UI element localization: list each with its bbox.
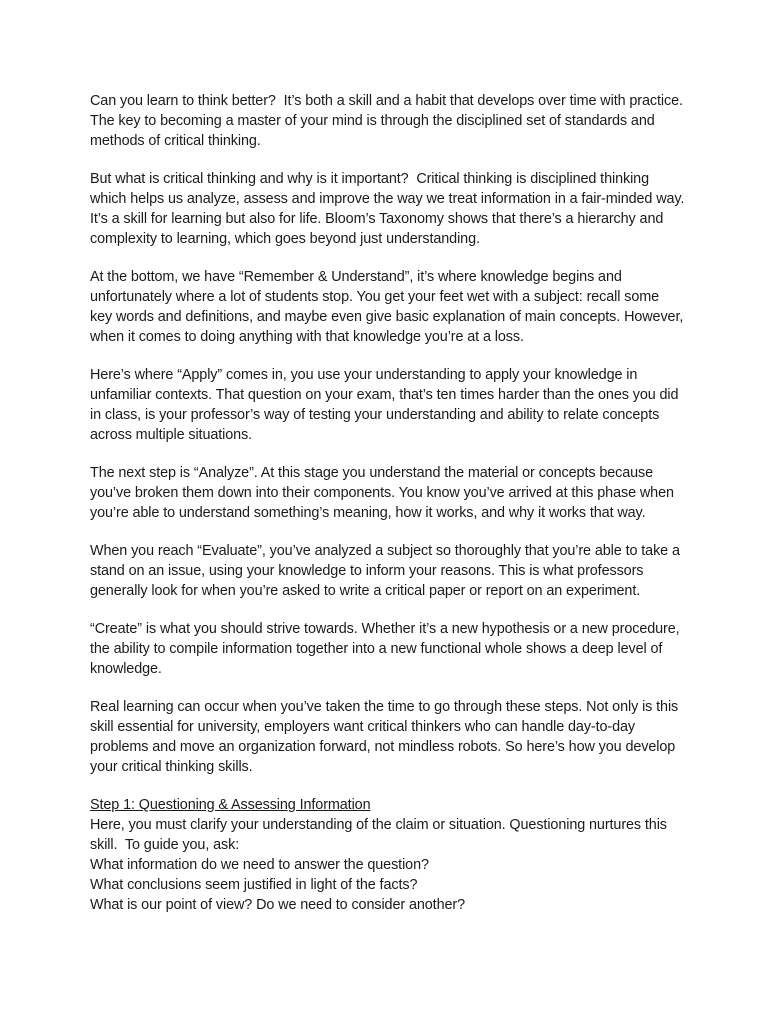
text-line: knowledge. [90,661,162,677]
text-line: the ability to compile information together into a new functional whole shows a deep level of [90,641,663,657]
text-line: complexity to learning, which goes beyond just understanding. [90,231,480,247]
text-line: The next step is “Analyze”. At this stage you understand the material or concepts because [90,465,654,481]
section-heading [90,795,680,815]
text-line: skill essential for university, employers want critical thinkers who can handle day-to-day [90,719,636,735]
paragraph [90,815,680,915]
text-line: methods of critical thinking. [90,133,261,149]
text-line: key words and definitions, and maybe even give basic explanation of main concepts. However, [90,309,684,325]
text-line: What conclusions seem justified in light of the facts? [90,877,418,893]
text-line: skill. To guide you, ask: [90,837,240,853]
paragraph [90,91,683,151]
text-line: It’s a skill for learning but also for life. Bloom’s Taxonomy shows that there’s a hierarchy and [90,211,664,227]
paragraph [90,619,680,679]
text-line: which helps us analyze, assess and improve the way we treat information in a fair-minded way. [90,191,685,207]
text-line: problems and move an organization forward, not mindless robots. So here’s how you develop [90,739,676,755]
text-line: you’re able to understand something’s meaning, how it works, and why it works that way. [90,505,646,521]
text-line: you’ve broken them down into their components. You know you’ve arrived at this phase when [90,485,674,501]
paragraph [90,169,685,249]
paragraph [90,541,680,601]
text-line: Can you learn to think better? It’s both a skill and a habit that develops over time with practice. [90,93,683,109]
text-line: “Create” is what you should strive towards. Whether it’s a new hypothesis or a new procedure, [90,621,680,637]
paragraph [90,365,680,445]
paragraph [90,463,680,523]
text-line: in class, is your professor’s way of testing your understanding and ability to relate concepts [90,407,660,423]
text-line: when it comes to doing anything with that knowledge you’re at a loss. [90,329,524,345]
text-line: Here, you must clarify your understanding of the claim or situation. Questioning nurtures this [90,817,667,833]
text-line: What information do we need to answer the question? [90,857,429,873]
text-line: unfamiliar contexts. That question on your exam, that’s ten times harder than the ones you did [90,387,679,403]
text-line: across multiple situations. [90,427,253,443]
text-line: your critical thinking skills. [90,759,253,775]
text-line: unfortunately where a lot of students stop. You get your feet wet with a subject: recall some [90,289,660,305]
text-line: Real learning can occur when you’ve taken the time to go through these steps. Not only is this [90,699,679,715]
text-line: stand on an issue, using your knowledge to inform your reasons. This is what professors [90,563,644,579]
text-line: The key to becoming a master of your mind is through the disciplined set of standards and [90,113,655,129]
text-line: Step 1: Questioning & Assessing Information [90,797,371,813]
text-line: When you reach “Evaluate”, you’ve analyzed a subject so thoroughly that you’re able to take a [90,543,680,559]
text-line: Here’s where “Apply” comes in, you use your understanding to apply your knowledge in [90,367,638,383]
text-line: At the bottom, we have “Remember & Understand”, it’s where knowledge begins and [90,269,622,285]
text-line: But what is critical thinking and why is it important? Critical thinking is disciplined thinking [90,171,649,187]
text-line: generally look for when you’re asked to write a critical paper or report on an experiment. [90,583,641,599]
text-line: What is our point of view? Do we need to consider another? [90,897,465,913]
paragraph [90,697,680,777]
paragraph [90,267,684,347]
